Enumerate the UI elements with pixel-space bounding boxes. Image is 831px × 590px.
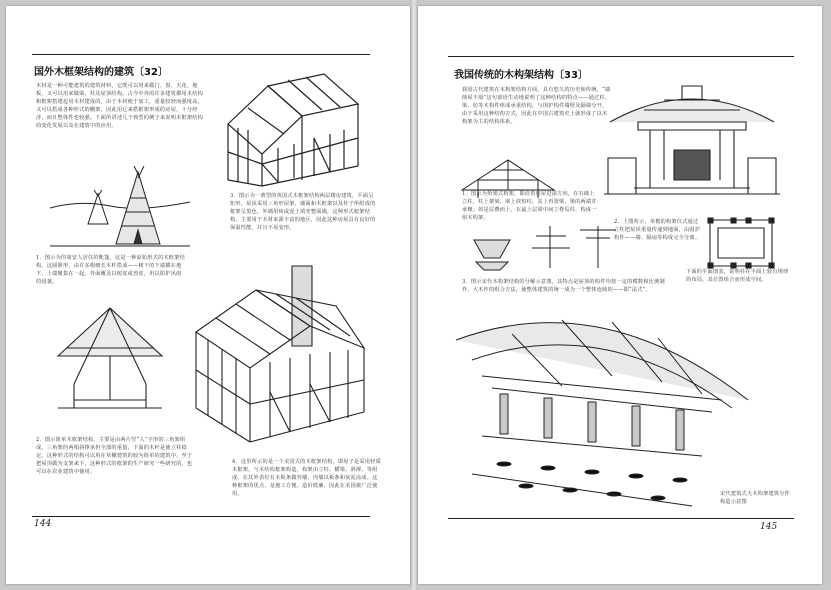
caption-2: 2．上图所示，单檐的构架仪式通过立柱把屋顶重量传递到地面，由围护构件——墙、隔扇等构成完全分离。 [614,219,701,241]
right-page [418,6,822,584]
footer-rule [448,518,794,519]
book-gutter [410,0,418,590]
intro-paragraph: 木材是一种可能建筑的建筑材料，它既可以用来做门、窗、天花、地板，又可以用来做梁、柱及屋顶结构。古今中外的许多建筑都用木结构和框架搭建起用木材建成的。由于木材便于加工，重量较轻而强度高，又可以搭成各种形式的棚架，因此用它来搭框架形成的房屋，十分经济，而且整体性也较强。下面所讲述几个典型的例子来说明木框架结构的变化发展以及在建筑中的应用。 [36,83,204,129]
footer-rule [32,516,370,517]
title-rule [448,56,794,57]
caption-4: 4．这里所示的是一个美国式的木框架结构，即屋子是采用轻质木框架，与木结构框架构造，构架由立柱、横梁、斜撑、等组成，在其外表钉有木板条做外墙，内墙以板条和灰泥涂成。这种框架的优点，是施工方便，造价低廉，因此在美国被广泛使用。 [232,459,381,497]
floor-plan-diagram [704,212,778,274]
american-frame-house-illustration [186,262,370,448]
chinese-pavilion-illustration [604,76,780,200]
left-page [6,6,410,584]
page-title: 我国传统的木构架结构〔33〕 [454,70,588,81]
caption-1: 1．图示为抬梁式构架，即沿着房屋进深方向，在石础上立柱，柱上架梁，梁上放短柱，其上再置梁，梁的两端并承檩；如是层叠而上，在最上层梁中间立脊瓜柱，构成一组木构架。 [462,191,597,221]
caption-1: 1．图示为印第安人居住的帐篷，这是一种原始形式的木框架结构。这圆锥形，由许多根细长木杆搭成——树干的下端插在地下，上端聚集在一起，外面覆盖以树皮或兽皮，用以防护风雨的侵袭。 [36,255,185,285]
title-rule [32,54,370,55]
caption-3: 3．图示宋代木构架结构的分解示意图，其特点是屋顶的构件均按一定的模数和比例制作，大木作的组合方法，使整体建筑的统一成为一个整体连续的——即“法式”。 [462,279,665,293]
page-number: 145 [760,522,778,532]
a-frame-shelter-illustration [54,304,166,424]
song-dynasty-exploded-frame-illustration [452,290,764,514]
intro-paragraph: 我国古代建筑在木构架结构方面，具有悠久的历史和传统，“墙倒屋不塌”这句谚语生动地说明了这种结构的特点——通过柱、梁、枋等木构件组成承重结构，与围护构件墙壁及隔墙分开，由于采用这种结构方式，因此在中国古建筑史上就形成了以木构架为主的结构体系。 [462,87,611,125]
half-timbered-house-illustration [218,68,366,190]
tipi-illustration [50,164,190,252]
caption-2b: 下面的平面图表，说明柱在平面上较有规律的布局，其位置组合而形成空间。 [686,269,789,283]
page-number: 144 [34,519,52,529]
caption-3: 3．图示为一典型的英国式木框架结构两层楼房建筑，平面呈矩形，屋顶采用三角形屋架，墙面和木框架以及柱子所组成的框架呈黑色，外墙用砖或泥土填充整面墙，这种形式框架结构，主要用于木材来源丰富的地区，因此这种房屋具有良好的保温性能，并且不易变形。 [230,193,376,231]
bracket-set-diagram [470,222,620,272]
page-title: 国外木框架结构的建筑〔32〕 [34,67,168,78]
caption-2: 2．图示简单木框架结构，主要是由两片竖“人”字形的三角架组成，三角架的两根斜撑承担全部的重量，下面的木杆是使立柱稳定。这种形式的结构可以用在草棚建筑的较为简单的建筑中，至于把屋顶做为支架来下，这种形式的框架的生产研究一些研究的，也可以在农业建筑中使用。 [36,437,193,475]
caption-4: 宋代建筑式大木构架建筑分件构造示意图 [720,491,791,505]
